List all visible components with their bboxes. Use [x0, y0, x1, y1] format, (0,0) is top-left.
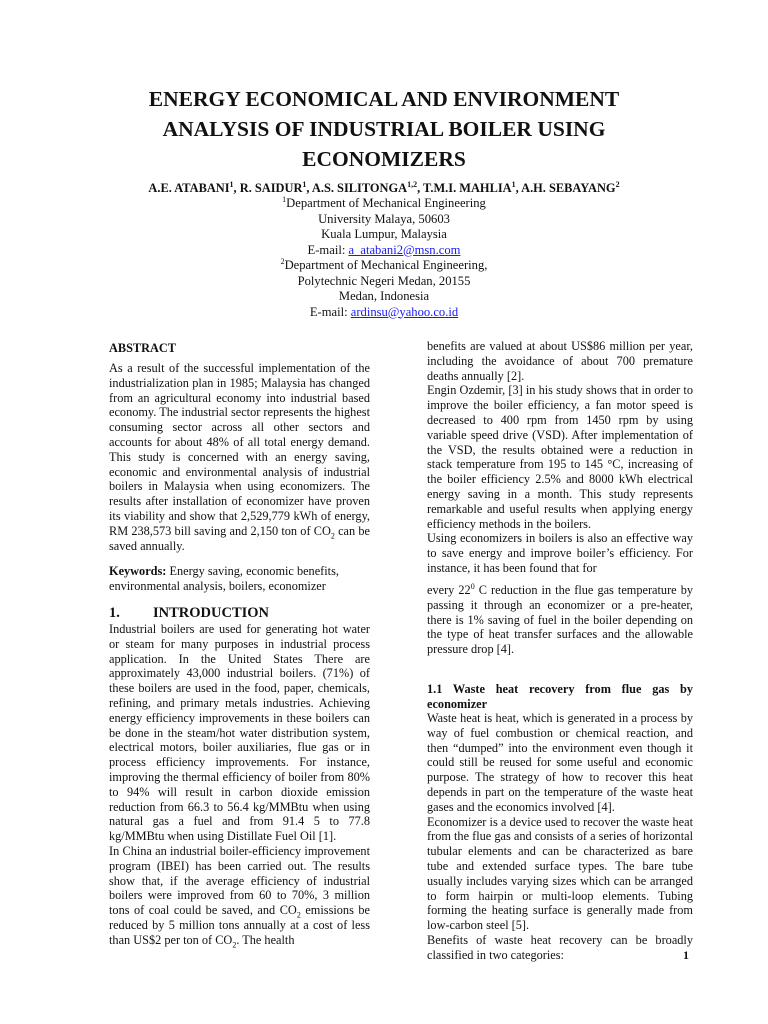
paragraph: Economizer is a device used to recover the waste heat from the flue gas and consists of a series of horizontal tubular elements and can be characterized as bare tube and extended surface types. The bare tube usually includes varying sizes which can be arranged to form hairpin or multi-loop elements. Tubing forming the heating surface is generally made from low-carbon steel [5]. [427, 814, 693, 933]
author-name: , A.S. SILITONGA [306, 181, 408, 195]
keywords [109, 564, 370, 594]
paragraph: benefits are valued at about US$86 million per year, including the avoidance of about 700 premature deaths annually [2]. [427, 339, 693, 383]
keywords-text: Energy saving, economic benefits, environmental analysis, boilers, economizer [109, 564, 339, 593]
abstract-paragraph: As a result of the successful implementation of the industrialization plan in 1985; Malaysia has changed from an agricultural economy into industrial based economy. The industrial sector represents the highest consuming sector across all other sectors and accounts for about 48% of all total energy demand. This study is concerned with an energy saving, economic and environmental analysis of industrial boilers in Malaysia when using economizers. The results after installation of economizer have proven its viability and show that 2,529,779 kWh of energy, RM 238,573 bill saving and 2,150 ton of $CO_2$ can be saved annually. [109, 361, 370, 553]
author-list [60, 181, 708, 196]
author-affil-mark: 1 [511, 179, 516, 189]
right-column-bottom [427, 711, 693, 963]
affiliation-dept: $^2$Department of Mechanical Engineering, [280, 256, 488, 272]
author-affil-mark: 2 [615, 179, 620, 189]
affil-mark: 1 [282, 194, 287, 204]
author-name: , R. SAIDUR [233, 181, 303, 195]
section-heading-introduction [109, 605, 269, 622]
abstract-body [109, 361, 370, 553]
paragraph: Using economizers in boilers is also an effective way to save energy and improve boiler’s efficiency. For instance, it has been found that for [427, 531, 693, 575]
author-affil-mark: 1 [302, 179, 307, 189]
affiliation-city: Medan, Indonesia [338, 289, 430, 303]
title-line: ECONOMIZERS [302, 147, 466, 171]
affiliation-univ: University Malaya, 50603 [318, 211, 450, 226]
affiliations [100, 196, 668, 320]
email-link[interactable]: ardinsu@yahoo.co.id [350, 304, 459, 319]
author-name: , T.M.I. MAHLIA [417, 181, 512, 195]
affil-mark: 2 [280, 256, 285, 266]
author-name: , A.H. SEBAYANG [515, 181, 616, 195]
title-line: ANALYSIS OF INDUSTRIAL BOILER USING [162, 117, 606, 141]
right-column-mid [427, 583, 693, 657]
abstract-heading: ABSTRACT [109, 341, 176, 355]
introduction-body [109, 622, 370, 948]
section-title: INTRODUCTION [153, 605, 270, 621]
title-line: ENERGY ECONOMICAL AND ENVIRONMENT [148, 87, 620, 111]
email-link[interactable]: a_atabani2@msn.com [348, 242, 461, 257]
right-column-top [427, 339, 693, 576]
paragraph: Benefits of waste heat recovery can be broadly classified in two categories: [427, 932, 693, 962]
paper-title [90, 84, 678, 174]
author-name: A.E. ATABANI [148, 181, 230, 195]
affiliation-univ: Polytechnic Negeri Medan, 20155 [297, 273, 471, 288]
paragraph: Engin Ozdemir, [3] in his study shows that in order to improve the boiler efficiency, a fan motor speed is decreased to 400 rpm from 1450 rpm by using variable speed drive (VSD). After implementation of the VSD, the results obtained were a reduction in stack temperature from 195 to 145 °C, increasing of the boiler efficiency 2.5% and 8000 kWh electrical energy saving in a month. This study represents remarkable and useful results when applying energy efficiency methods in the boilers. [427, 383, 693, 531]
section-number: 1. [109, 605, 120, 621]
subsection-heading: 1.1 Waste heat recovery from flue gas by economizer [427, 682, 693, 711]
keywords-label: Keywords: [109, 564, 167, 578]
affiliation-email: E-mail: a_atabani2@msn.com [307, 242, 461, 257]
affiliation-city: Kuala Lumpur, Malaysia [321, 227, 447, 241]
paragraph: Industrial boilers are used for generating hot water or steam for many purposes in industrial process application. In the United States There are approximately 43,000 industrial boilers. (71%) of these boilers are used in the food, paper, chemicals, refining, and primary metals industries. Achieving energy efficiency improvements in these boilers can be done in the steam/hot water distribution system, electrical motors, boiler auxiliaries, flue gas or in process efficiency improvements. For instance, improving the thermal efficiency of boiler from 80% to 94% will result in carbon dioxide emission reduction from 66.3 to 56.4 kg/MMBtu when using natural gas a fuel and from 91.4 5 to 77.8 kg/MMBtu when using Distillate Fuel Oil [1]. [109, 622, 370, 844]
affiliation-dept: $^1$Department of Mechanical Engineering [282, 194, 486, 210]
paragraph: Waste heat is heat, which is generated in a process by way of fuel combustion or chemical reaction, and then “dumped” into the environment even though it could still be reused for some useful and economic purpose. The strategy of how to recover this heat depends in part on the temperature of the waste heat gases and the economics involved [4]. [427, 711, 693, 814]
author-affil-mark: 1,2 [407, 179, 418, 189]
affiliation-email: E-mail: ardinsu@yahoo.co.id [309, 304, 459, 319]
page-number: 1 [683, 948, 689, 962]
paragraph: In China an industrial boiler-efficiency improvement program (IBEI) has been carried out. The results show that, if the average efficiency of industrial boilers were improved from 60 to 70%, 3 million tons of coal could be saved, and $CO_2$ emissions be reduced by 5 million tons annually at a cost of less than US$2 per ton of $CO_2$. The health [109, 843, 370, 950]
author-affil-mark: 1 [229, 179, 234, 189]
paragraph: every $22^0$ C reduction in the flue gas temperature by passing it through an economizer or a pre-heater, there is 1% saving of fuel in the boiler depending on the type of heat transfer surfaces and the allowable pressure drop [4]. [427, 581, 693, 657]
